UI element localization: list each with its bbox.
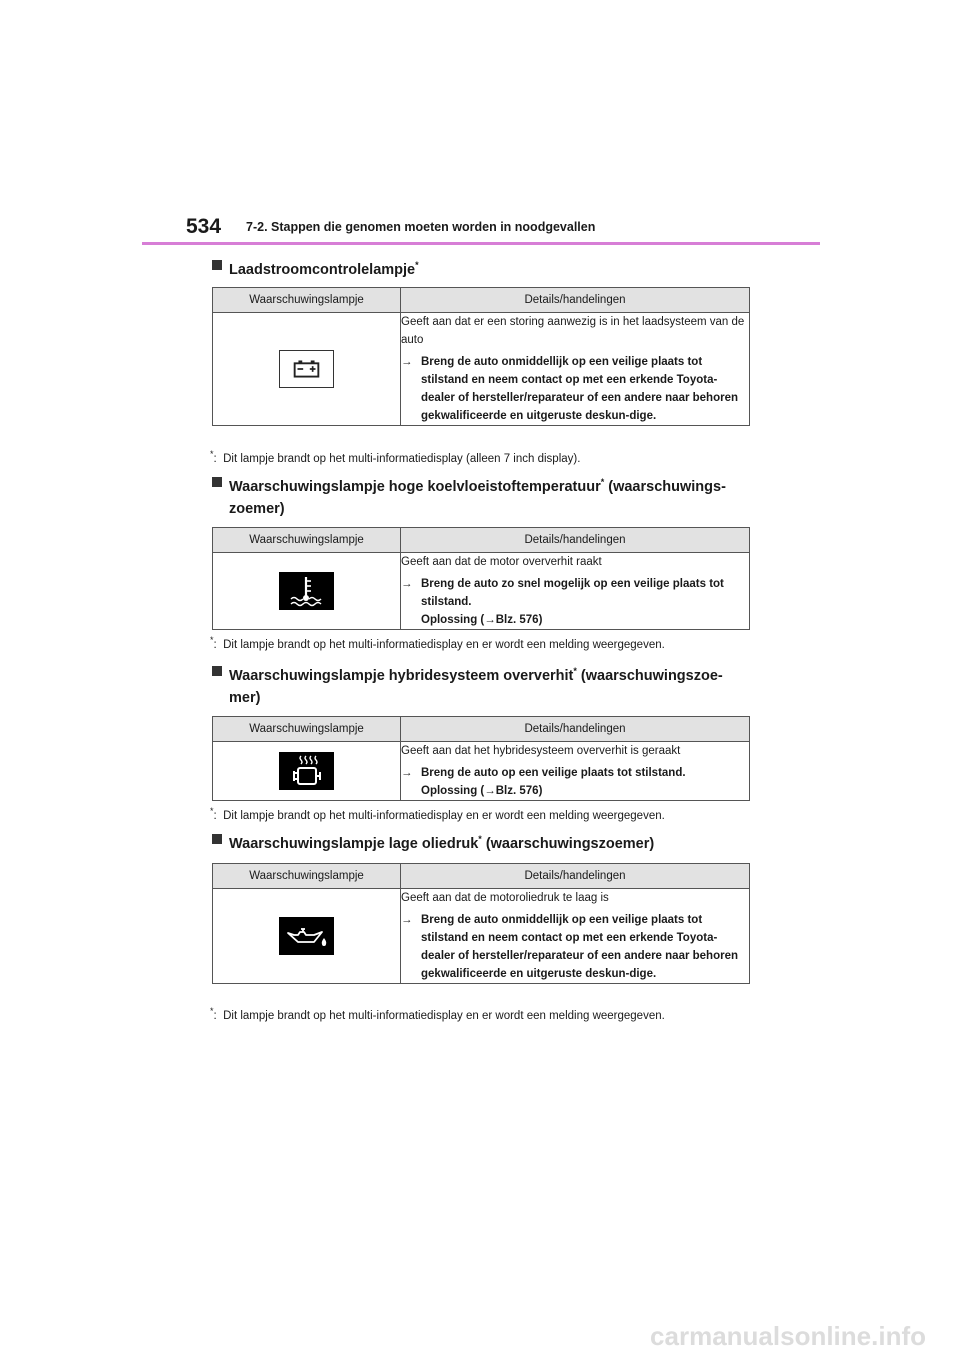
column-header-details: Details/handelingen xyxy=(401,863,750,888)
icon-cell xyxy=(213,888,401,983)
oil-pressure-icon xyxy=(279,917,334,955)
detail-cell xyxy=(401,888,750,983)
footnote: *: Dit lampje brandt op het multi-informatiedisplay (alleen 7 inch display). xyxy=(210,449,581,465)
arrow-icon: → xyxy=(401,913,413,926)
description: Geeft aan dat er een storing aanwezig is in het laadsysteem van de auto xyxy=(401,315,745,346)
detail-cell xyxy=(401,741,750,800)
column-header-light: Waarschuwingslampje xyxy=(213,716,401,741)
footnote: *: Dit lampje brandt op het multi-informatiedisplay en er wordt een melding weergegeven. xyxy=(210,806,665,822)
icon-cell xyxy=(213,312,401,425)
action-text: → Breng de auto zo snel mogelijk op een veilige plaats tot stilstand. Oplossing (→Blz. 576) xyxy=(401,575,749,629)
coolant-temperature-icon xyxy=(279,572,334,610)
section-title: Waarschuwingslampje lage oliedruk* (waarschuwingszoemer) xyxy=(212,828,750,855)
warning-table xyxy=(212,716,750,801)
square-bullet-icon xyxy=(212,666,222,676)
action-text: → Breng de auto op een veilige plaats tot stilstand. Oplossing (→Blz. 576) xyxy=(401,764,749,800)
description: Geeft aan dat het hybridesysteem oververhit is geraakt xyxy=(401,744,681,757)
arrow-icon: → xyxy=(484,613,496,626)
column-header-light: Waarschuwingslampje xyxy=(213,527,401,552)
column-header-details: Details/handelingen xyxy=(401,527,750,552)
column-header-details: Details/handelingen xyxy=(401,287,750,312)
warning-table xyxy=(212,527,750,630)
warning-table xyxy=(212,287,750,426)
square-bullet-icon xyxy=(212,477,222,487)
section-title: Waarschuwingslampje hoge koelvloeistoftemperatuur* (waarschuwings-zoemer) xyxy=(212,471,750,520)
icon-cell xyxy=(213,552,401,629)
detail-cell xyxy=(401,312,750,425)
chapter-title: 7-2. Stappen die genomen moeten worden in noodgevallen xyxy=(246,220,596,234)
description: Geeft aan dat de motoroliedruk te laag is xyxy=(401,891,609,904)
page-header xyxy=(0,210,960,246)
square-bullet-icon xyxy=(212,834,222,844)
section-title: Laadstroomcontrolelampje* xyxy=(212,254,750,281)
footnote: *: Dit lampje brandt op het multi-informatiedisplay en er wordt een melding weergegeven. xyxy=(210,635,665,651)
square-bullet-icon xyxy=(212,260,222,270)
section-oil-pressure xyxy=(212,828,750,984)
warning-table xyxy=(212,863,750,984)
detail-cell xyxy=(401,552,750,629)
column-header-light: Waarschuwingslampje xyxy=(213,287,401,312)
action-text: → Breng de auto onmiddellijk op een veilige plaats tot stilstand en neem contact op met een erkende Toyota-dealer of hersteller/reparateur of een andere naar behoren gekwalificeerde en uitgeruste deskun-dige. xyxy=(401,911,749,983)
action-text: → Breng de auto onmiddellijk op een veilige plaats tot stilstand en neem contact op met een erkende Toyota-dealer of hersteller/reparateur of een andere naar behoren gekwalificeerde en uitgeruste deskun-dige. xyxy=(401,353,749,425)
section-charging-light xyxy=(212,254,750,426)
column-header-light: Waarschuwingslampje xyxy=(213,863,401,888)
arrow-icon: → xyxy=(401,766,413,779)
arrow-icon: → xyxy=(484,784,496,797)
icon-cell xyxy=(213,741,401,800)
footnote: *: Dit lampje brandt op het multi-informatiedisplay en er wordt een melding weergegeven. xyxy=(210,1006,665,1022)
page-number: 534 xyxy=(186,215,222,238)
header-divider xyxy=(142,242,820,245)
arrow-icon: → xyxy=(401,577,413,590)
section-coolant-temperature xyxy=(212,471,750,630)
watermark: carmanualsonline.info xyxy=(650,1321,926,1351)
description: Geeft aan dat de motor oververhit raakt xyxy=(401,555,602,568)
section-hybrid-overheat xyxy=(212,660,750,801)
battery-icon xyxy=(279,350,334,388)
section-title: Waarschuwingslampje hybridesysteem oververhit* (waarschuwingszoe-mer) xyxy=(212,660,750,709)
column-header-details: Details/handelingen xyxy=(401,716,750,741)
hybrid-system-overheat-icon xyxy=(279,752,334,790)
arrow-icon: → xyxy=(401,355,413,368)
